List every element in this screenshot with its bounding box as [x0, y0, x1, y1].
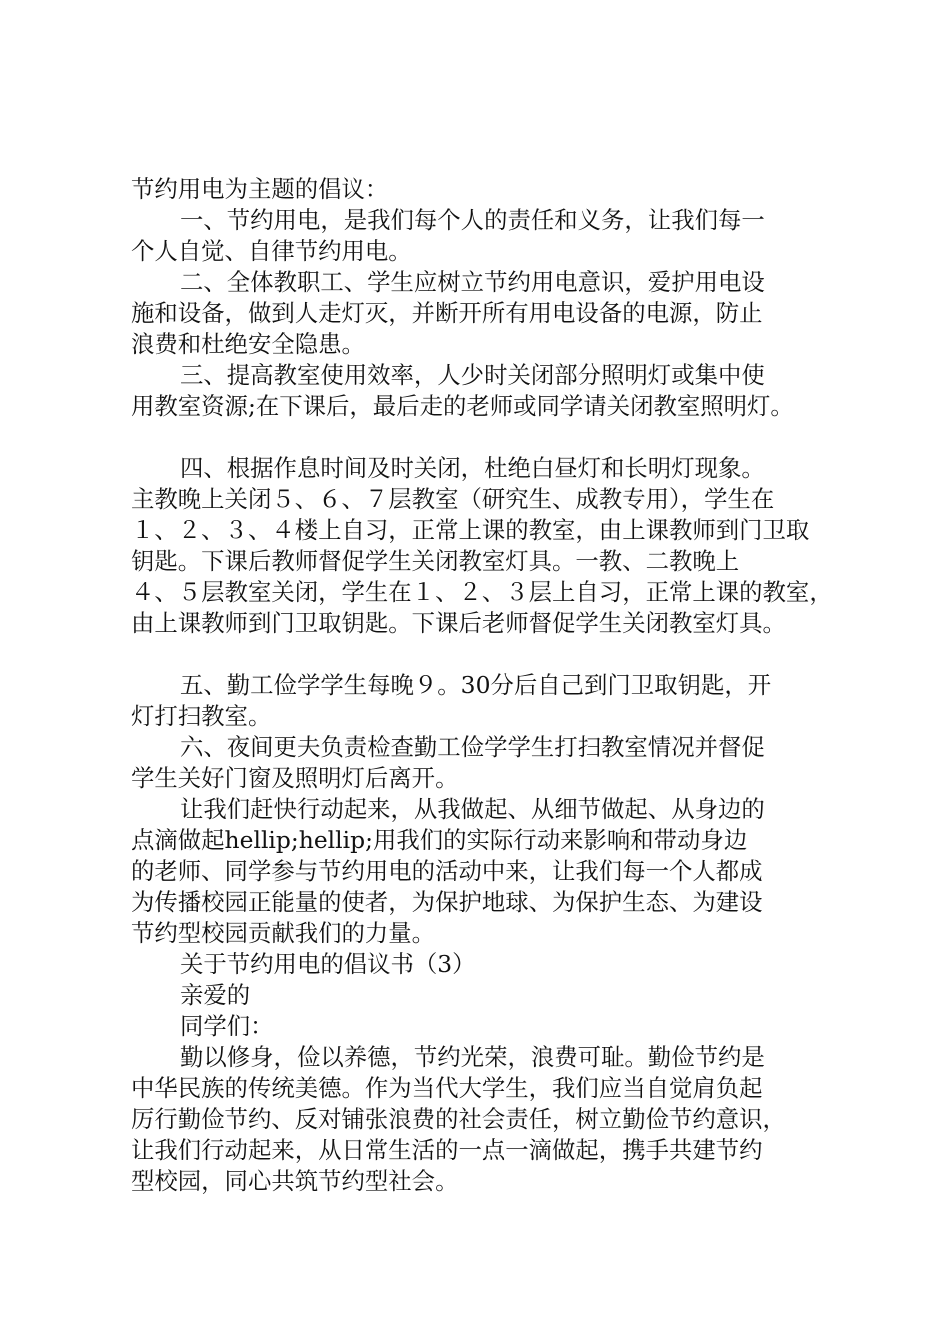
text-line: 六、夜间更夫负责检查勤工俭学学生打扫教室情况并督促 — [180, 733, 765, 761]
text-line: 亲爱的 — [180, 981, 251, 1009]
text-line: 关于节约用电的倡议书（3） — [180, 950, 476, 978]
text-line: 学生关好门窗及照明灯后离开。 — [131, 764, 459, 792]
text-line: 浪费和杜绝安全隐患。 — [131, 330, 365, 358]
text-line: １、２、３、４楼上自习，正常上课的教室，由上课教师到门卫取 — [131, 516, 810, 544]
text-line: 型校园，同心共筑节约型社会。 — [131, 1167, 459, 1195]
text-line: 让我们赶快行动起来，从我做起、从细节做起、从身边的 — [180, 795, 765, 823]
text-line: 节约型校园贡献我们的力量。 — [131, 919, 436, 947]
text-line: 二、全体教职工、学生应树立节约用电意识，爱护用电设 — [180, 268, 765, 296]
text-line: 让我们行动起来，从日常生活的一点一滴做起，携手共建节约 — [131, 1136, 763, 1164]
text-line: 钥匙。下课后教师督促学生关闭教室灯具。一教、二教晚上 — [131, 547, 740, 575]
text-line: 四、根据作息时间及时关闭，杜绝白昼灯和长明灯现象。 — [180, 454, 765, 482]
text-line: 节约用电为主题的倡议： — [131, 175, 389, 203]
text-line: 三、提高教室使用效率，人少时关闭部分照明灯或集中使 — [180, 361, 765, 389]
blank-line — [131, 422, 851, 453]
text-line: 中华民族的传统美德。作为当代大学生，我们应当自觉肩负起 — [131, 1074, 763, 1102]
text-line: 的老师、同学参与节约用电的活动中来，让我们每一个人都成 — [131, 857, 763, 885]
text-line: 厉行勤俭节约、反对铺张浪费的社会责任，树立勤俭节约意识， — [131, 1105, 786, 1133]
text-line: 一、节约用电，是我们每个人的责任和义务，让我们每一 — [180, 206, 765, 234]
text-line: 勤以修身，俭以养德，节约光荣，浪费可耻。勤俭节约是 — [180, 1043, 765, 1071]
text-line: 灯打扫教室。 — [131, 702, 272, 730]
text-line: ４、５层教室关闭，学生在１、２、３层上自习，正常上课的教室， — [131, 578, 833, 606]
text-line: 个人自觉、自律节约用电。 — [131, 237, 412, 265]
text-line: 同学们： — [180, 1012, 274, 1040]
text-line: 施和设备，做到人走灯灭，并断开所有用电设备的电源，防止 — [131, 299, 763, 327]
document-body — [131, 174, 851, 1197]
text-line: 用教室资源;在下课后，最后走的老师或同学请关闭教室照明灯。 — [131, 392, 794, 420]
text-line: 由上课教师到门卫取钥匙。下课后老师督促学生关闭教室灯具。 — [131, 609, 786, 637]
text-line: 主教晚上关闭５、６、７层教室（研究生、成教专用），学生在 — [131, 485, 775, 513]
text-line: 为传播校园正能量的使者，为保护地球、为保护生态、为建设 — [131, 888, 763, 916]
blank-line — [131, 639, 851, 670]
text-line: 点滴做起hellip;hellip;用我们的实际行动来影响和带动身边 — [131, 826, 748, 854]
text-line: 五、勤工俭学学生每晚９。30分后自己到门卫取钥匙，开 — [180, 671, 772, 699]
